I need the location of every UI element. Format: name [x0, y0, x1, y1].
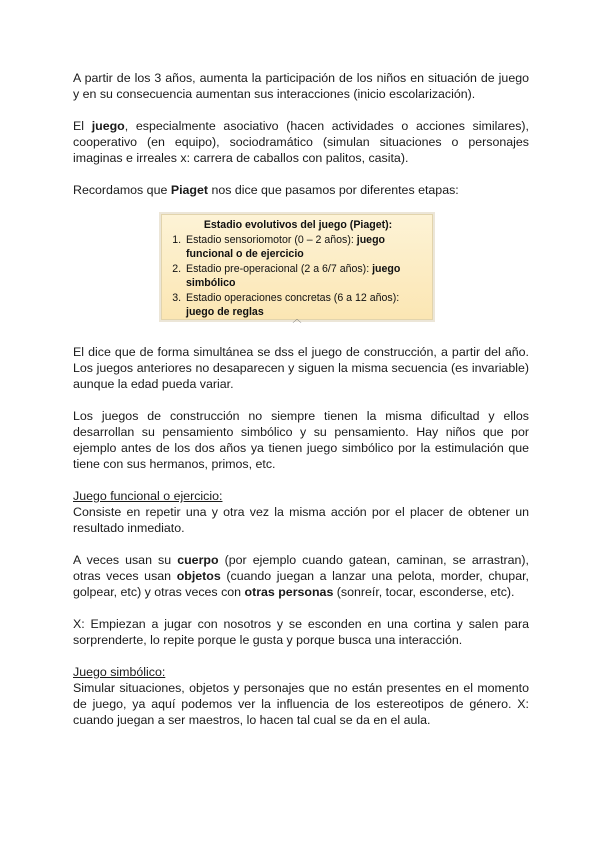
text-run: Recordamos que: [73, 183, 171, 197]
stage-item: [184, 233, 426, 261]
paragraph-juego: [73, 118, 529, 166]
stage-text: Estadio pre-operacional (2 a 6/7 años):: [186, 263, 373, 275]
heading-juego-funcional: Juego funcional o ejercicio:: [73, 489, 223, 503]
bold-term: Piaget: [170, 183, 208, 197]
paragraph-intro: A partir de los 3 años, aumenta la participación de los niños en situación de juego y en su consecuencia aumentan sus interacciones (inicio escolarización).: [73, 71, 529, 101]
paragraph-ejemplo: X: Empiezan a jugar con nosotros y se esconden en una cortina y salen para sorprenderte, lo repite porque le gusta y porque busca una interacción.: [73, 617, 529, 647]
bold-term: objetos: [176, 569, 221, 583]
bold-term: cuerpo: [177, 553, 219, 567]
stage-item: [184, 262, 426, 290]
text-run: (sonreír, tocar, esconderse, etc).: [333, 585, 515, 599]
text-run: El: [73, 119, 92, 133]
piaget-stages-box: [161, 214, 433, 324]
paragraph-dificultad: Los juegos de construcción no siempre tienen la misma dificultad y ellos desarrollan su pensamiento simbólico y su pensamiento. Hay niños que por ejemplo antes de los dos años ya tienen juego simbólico por la estimulación que tiene con sus hermanos, primos, etc.: [73, 409, 529, 471]
text-run: (cuando juegan a lanzar una pelota, morder, chupar, golpear, etc) y otras veces con: [73, 569, 529, 599]
stage-text: Estadio operaciones concretas (6 a 12 años):: [186, 292, 400, 304]
paragraph-funcional: Consiste en repetir una y otra vez la misma acción por el placer de obtener un resultado inmediato.: [73, 505, 529, 535]
stage-play-type: juego funcional o de ejercicio: [186, 234, 386, 260]
stage-play-type: juego simbólico: [186, 263, 401, 289]
stages-list: [170, 233, 426, 319]
bold-term: juego: [91, 119, 125, 133]
stage-text: Estadio sensoriomotor (0 – 2 años):: [186, 234, 357, 246]
heading-juego-simbolico: Juego simbólico:: [73, 665, 166, 679]
text-run: nos dice que pasamos por diferentes etapas:: [208, 183, 459, 197]
paragraph-piaget: [73, 182, 529, 198]
box-title: Estadio evolutivos del juego (Piaget):: [203, 219, 393, 231]
bold-term: otras personas: [244, 585, 334, 599]
text-run: , especialmente asociativo (hacen actividades o acciones similares), cooperativo (en equipo), sociodramático (simulan situaciones o personajes imaginas e irreales x: carrera de caballos con palitos, casita).: [73, 119, 530, 165]
text-run: A veces usan su: [73, 553, 178, 567]
text-run: (por ejemplo cuando gatean, caminan, se arrastran), otras veces usan: [73, 553, 529, 583]
stage-item: [184, 291, 426, 319]
stage-play-type: juego de reglas: [186, 306, 264, 318]
paragraph-simbolico: Simular situaciones, objetos y personajes que no están presentes en el momento de juego, ya aquí podemos ver la influencia de los estereotipos de género. X: cuando juegan a ser maestros, lo hacen tal cual se da en el aula.: [73, 681, 529, 727]
paragraph-usos: [73, 552, 529, 600]
caret-up-icon: ︿: [292, 314, 302, 324]
document-page: [73, 70, 529, 744]
paragraph-construccion: El dice que de forma simultánea se dss el juego de construcción, a partir del año. Los juegos anteriores no desaparecen y siguen la misma secuencia (es invariable) aunque la edad pueda variar.: [73, 345, 529, 391]
